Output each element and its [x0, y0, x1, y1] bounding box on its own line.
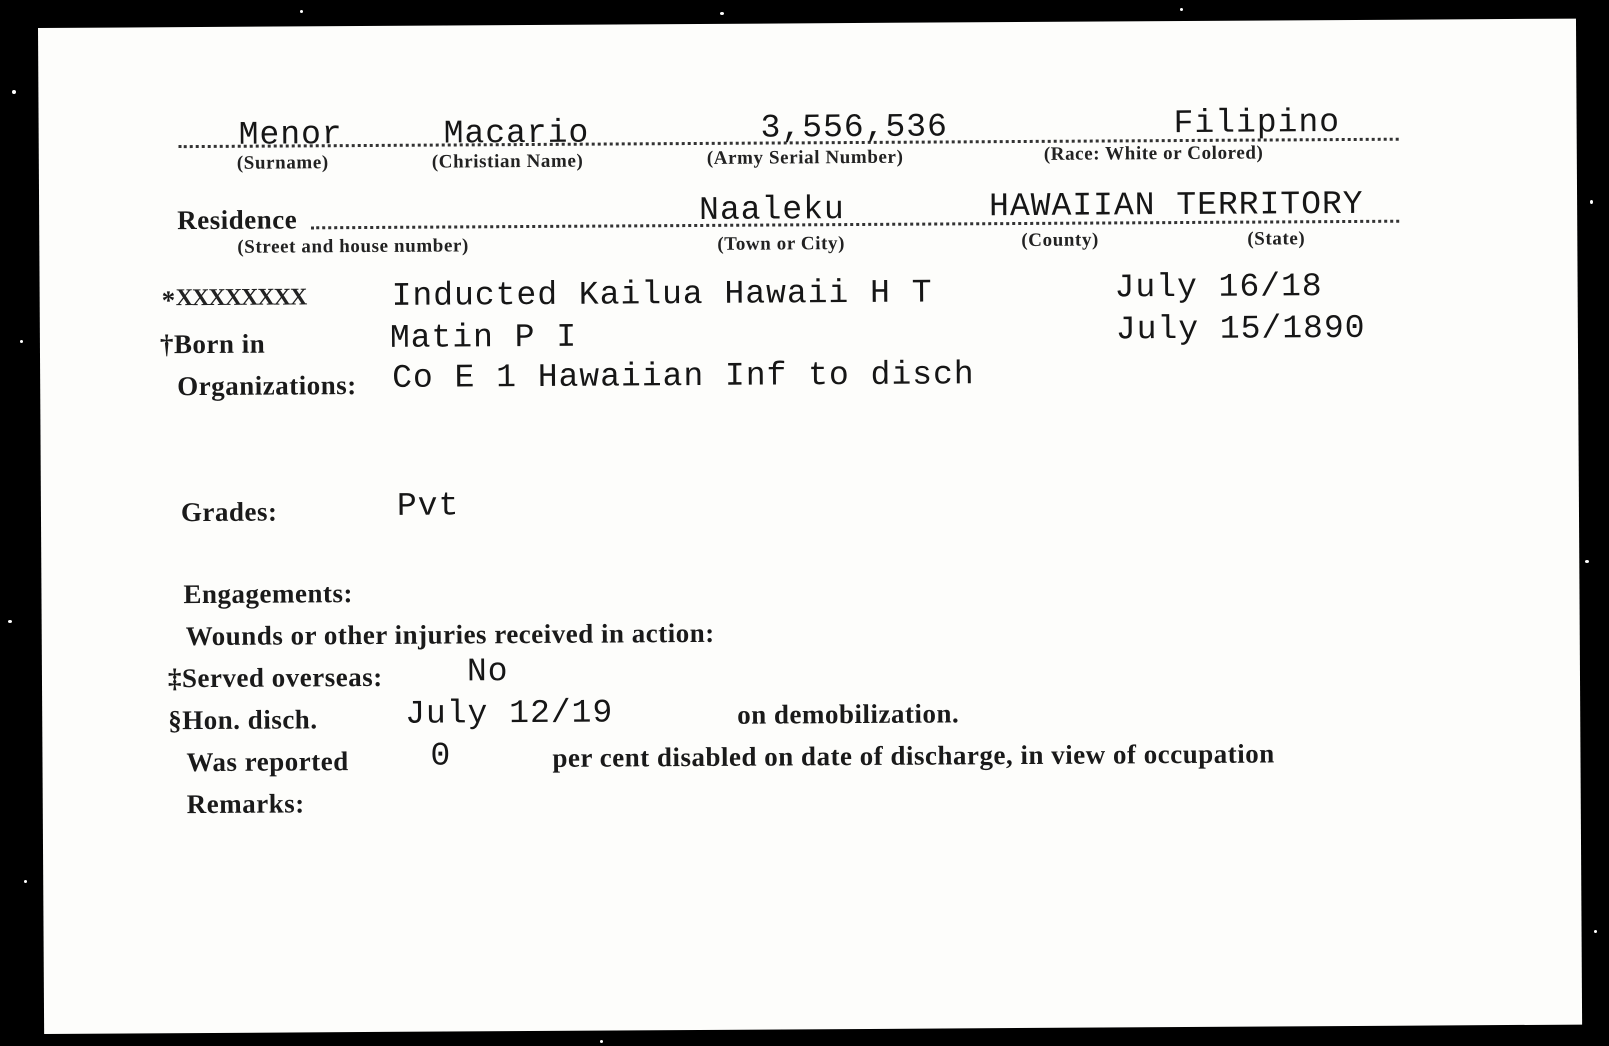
surname-caption: (Surname) [236, 152, 329, 174]
remarks-label: Remarks: [186, 788, 305, 820]
race-caption: (Race: White or Colored) [1043, 142, 1264, 165]
residence-state-value: HAWAIIAN TERRITORY [988, 185, 1364, 226]
enlisted-label-struck: XXXXXXXX [175, 284, 307, 312]
wounds-label: Wounds or other injuries received in action: [185, 617, 715, 652]
disability-label: Was reported [186, 746, 349, 778]
residence-label: Residence [177, 204, 298, 236]
street-caption: (Street and house number) [237, 235, 469, 258]
grades-label: Grades: [180, 496, 278, 528]
christian-name-caption: (Christian Name) [431, 150, 584, 173]
serial-number-caption: (Army Serial Number) [706, 146, 904, 169]
race-value: Filipino [1173, 104, 1341, 143]
town-caption: (Town or City) [717, 233, 846, 255]
organizations-value: Co E 1 Hawaiian Inf to disch [392, 356, 975, 397]
county-caption: (County) [1021, 229, 1100, 251]
serial-number-value: 3,556,536 [760, 108, 948, 147]
enlisted-value: Inducted Kailua Hawaii H T [391, 274, 933, 315]
born-value: Matin P I [389, 318, 578, 357]
residence-town-value: Naaleku [699, 191, 845, 229]
served-overseas-label: ‡Served overseas: [167, 661, 383, 694]
hon-disch-value: July 12/19 [405, 694, 614, 733]
enlisted-date: July 16/18 [1114, 268, 1323, 307]
born-date: July 15/1890 [1115, 309, 1366, 349]
served-overseas-value: No [466, 653, 509, 691]
hon-disch-suffix: on demobilization. [737, 698, 960, 730]
disability-value: 0 [430, 737, 452, 775]
surname-value: Menor [238, 116, 343, 154]
state-caption: (State) [1247, 228, 1306, 250]
organizations-label: Organizations: [177, 370, 357, 402]
grades-value: Pvt [396, 487, 460, 525]
service-record-card [38, 19, 1582, 1034]
disability-suffix: per cent disabled on date of discharge, in view of occupation [552, 738, 1275, 773]
enlisted-label-prefix: * [161, 285, 176, 316]
born-label: †Born in [159, 328, 266, 360]
christian-name-value: Macario [443, 114, 590, 153]
engagements-label: Engagements: [183, 578, 354, 610]
hon-disch-label: §Hon. disch. [168, 704, 318, 736]
